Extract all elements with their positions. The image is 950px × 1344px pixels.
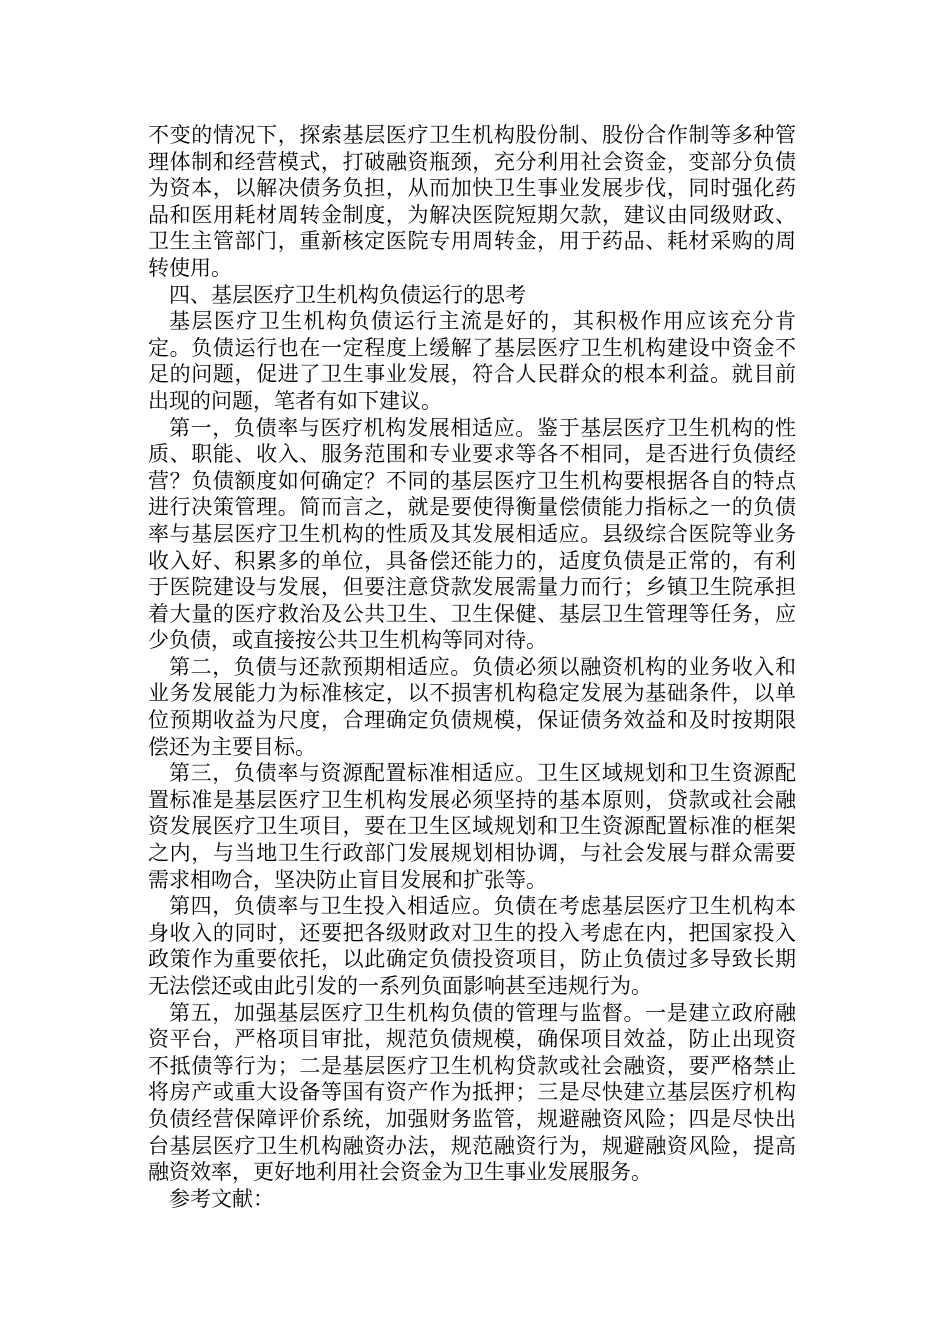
paragraph-fifth-point: 第五，加强基层医疗卫生机构负债的管理与监督。一是建立政府融资平台，严格项目审批，规范负债规模，确保项目效益，防止出现资不抵债等行为；二是基层医疗卫生机构贷款或社会融资，要严格禁止将房产或重大设备等国有资产作为抵押；三是尽快建立基层医疗机构负债经营保障评价系统，加强财务监管，规避融资风险；四是尽快出台基层医疗卫生机构融资办法，规范融资行为，规避融资风险，提高融资效率，更好地利用社会资金为卫生事业发展服务。: [148, 1000, 796, 1185]
section-heading: 四、基层医疗卫生机构负债运行的思考: [169, 282, 526, 307]
references-heading: 参考文献：: [169, 1186, 274, 1211]
paragraph-second-point: 第二，负债与还款预期相适应。负债必须以融资机构的业务收入和业务发展能力为标准核定，以不损害机构稳定发展为基础条件，以单位预期收益为尺度，合理确定负债规模，保证债务效益和及时按期限偿还为主要目标。: [148, 654, 796, 759]
paragraph-first-point: 第一，负债率与医疗机构发展相适应。鉴于基层医疗卫生机构的性质、职能、收入、服务范围和专业要求等各不相同，是否进行负债经营？负债额度如何确定？不同的基层医疗卫生机构要根据各自的特点进行决策管理。简而言之，就是要使得衡量偿债能力指标之一的负债率与基层医疗卫生机构的性质及其发展相适应。县级综合医院等业务收入好、积累多的单位，具备偿还能力的，适度负债是正常的，有利于医院建设与发展，但要注意贷款发展需量力而行；乡镇卫生院承担着大量的医疗救治及公共卫生、卫生保健、基层卫生管理等任务，应少负债，或直接按公共卫生机构等同对待。: [148, 415, 796, 653]
paragraph-continued: 不变的情况下，探索基层医疗卫生机构股份制、股份合作制等多种管理体制和经营模式，打破融资瓶颈，充分利用社会资金，变部分负债为资本，以解决债务负担，从而加快卫生事业发展步伐，同时强化药品和医用耗材周转金制度，为解决医院短期欠款，建议由同级财政、卫生主管部门，重新核定医院专用周转金，用于药品、耗材采购的周转使用。: [148, 123, 796, 280]
paragraph-intro: 基层医疗卫生机构负债运行主流是好的，其积极作用应该充分肯定。负债运行也在一定程度上缓解了基层医疗卫生机构建设中资金不足的问题，促进了卫生事业发展，符合人民群众的根本利益。就目前出现的问题，笔者有如下建议。: [148, 309, 796, 413]
paragraph-third-point: 第三，负债率与资源配置标准相适应。卫生区域规划和卫生资源配置标准是基层医疗卫生机构发展必须坚持的基本原则，贷款或社会融资发展医疗卫生项目，要在卫生区域规划和卫生资源配置标准的框架之内，与当地卫生行政部门发展规划相协调，与社会发展与群众需要需求相吻合，坚决防止盲目发展和扩张等。: [148, 761, 796, 892]
document-body: [148, 122, 796, 1212]
paragraph-fourth-point: 第四，负债率与卫生投入相适应。负债在考虑基层医疗卫生机构本身收入的同时，还要把各级财政对卫生的投入考虑在内，把国家投入政策作为重要依托，以此确定负债投资项目，防止负债过多导致长期无法偿还或由此引发的一系列负面影响甚至违规行为。: [148, 894, 796, 998]
